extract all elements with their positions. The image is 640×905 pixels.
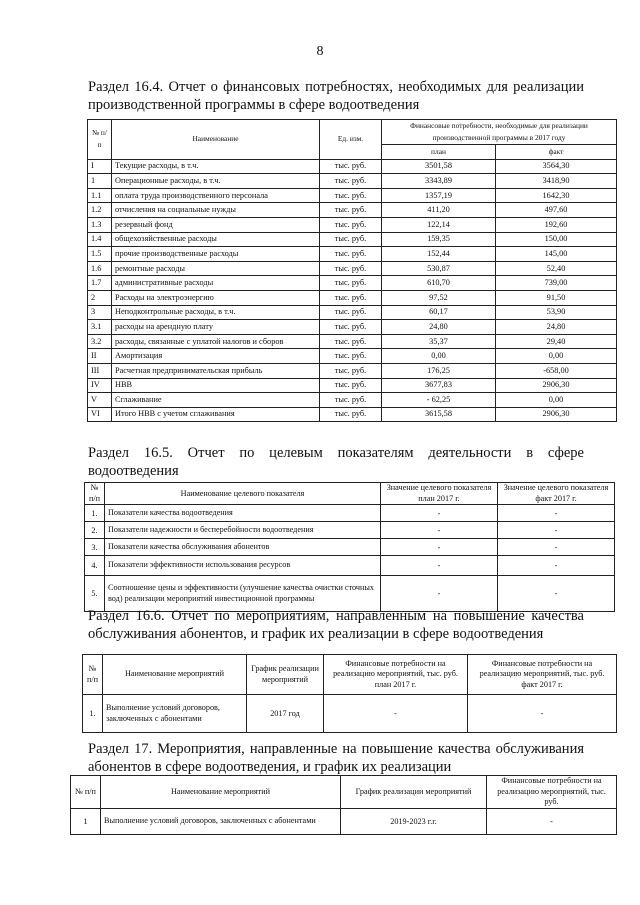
cell-name: оплата труда производственного персонала [112,188,320,203]
cell-plan: 411,20 [382,203,496,218]
cell-fact: 497,60 [496,203,617,218]
cell-name: Итого НВВ с учетом сглаживания [112,407,320,422]
cell-num: 1.3 [88,217,112,232]
table-row [83,695,617,733]
table-row [88,203,617,218]
cell-unit: тыс. руб. [320,188,382,203]
section-16-5-title: Раздел 16.5. Отчет по целевым показателям деятельности в сфере водоотведения [88,445,584,479]
cell-fact: 24,80 [496,320,617,335]
cell-unit: тыс. руб. [320,334,382,349]
col-num: № п/п [83,655,103,695]
table-row [88,261,617,276]
table-row [85,539,615,556]
cell-unit: тыс. руб. [320,349,382,364]
table-row [88,290,617,305]
cell-plan: 0,00 [382,349,496,364]
cell-unit: тыс. руб. [320,203,382,218]
cell-name: Расчетная предпринимательская прибыль [112,363,320,378]
table-row [88,393,617,408]
cell-name: Операционные расходы, в т.ч. [112,174,320,189]
cell-plan: 3615,58 [382,407,496,422]
cell-name: административные расходы [112,276,320,291]
cell-num: 1 [71,808,101,834]
cell-num: 2 [88,290,112,305]
cell-fact: 91,50 [496,290,617,305]
col-schedule: График реализации мероприятий [341,776,487,809]
cell-unit: тыс. руб. [320,276,382,291]
cell-num: IV [88,378,112,393]
cell-num: 4. [85,556,105,576]
col-fact: факт [496,145,617,160]
cell-name: Выполнение условий договоров, заключенных с абонентами [103,695,247,733]
cell-plan: 610,70 [382,276,496,291]
cell-num: III [88,363,112,378]
cell-num: 1.7 [88,276,112,291]
cell-fact: - [498,556,615,576]
cell-unit: тыс. руб. [320,217,382,232]
cell-name: расходы на арендную плату [112,320,320,335]
cell-fact: - [468,695,617,733]
cell-unit: тыс. руб. [320,247,382,262]
table-row [88,276,617,291]
col-num: № п/п [88,120,112,160]
cell-num: 1.5 [88,247,112,262]
cell-num: 3.2 [88,334,112,349]
cell-num: I [88,159,112,174]
cell-unit: тыс. руб. [320,378,382,393]
cell-plan: 97,52 [382,290,496,305]
col-plan: Значение целевого показателя план 2017 г. [381,483,498,505]
cell-name: Расходы на электроэнергию [112,290,320,305]
col-name: Наименование целевого показателя [105,483,381,505]
section-16-6-title: Раздел 16.6. Отчет по мероприятиям, направленным на повышение качества обслуживания абонентов, и график их реализации в сфере водоотведения [88,608,584,642]
table-row [88,174,617,189]
table-row [88,349,617,364]
cell-plan: - 62,25 [382,393,496,408]
cell-fact: 29,40 [496,334,617,349]
cell-name: резервный фонд [112,217,320,232]
table-row [88,363,617,378]
cell-fact: 739,00 [496,276,617,291]
col-name: Наименование мероприятий [101,776,341,809]
cell-unit: тыс. руб. [320,393,382,408]
cell-name: расходы, связанные с уплатой налогов и сборов [112,334,320,349]
cell-plan: 1357,19 [382,188,496,203]
cell-fact: 53,90 [496,305,617,320]
cell-plan: - [381,556,498,576]
table-row [71,808,617,834]
cell-num: 1. [83,695,103,733]
cell-plan: - [381,505,498,522]
table-row [88,188,617,203]
cell-plan: 122,14 [382,217,496,232]
cell-fact: 2906,30 [496,407,617,422]
cell-name: НВВ [112,378,320,393]
col-fact: Значение целевого показателя факт 2017 г. [498,483,615,505]
cell-unit: тыс. руб. [320,232,382,247]
cell-plan: 24,80 [382,320,496,335]
cell-unit: тыс. руб. [320,159,382,174]
cell-num: 3. [85,539,105,556]
table-row [88,217,617,232]
cell-fact: - [498,539,615,556]
cell-fact: 3418,90 [496,174,617,189]
cell-unit: тыс. руб. [320,174,382,189]
cell-fact: 2906,30 [496,378,617,393]
cell-name: ремонтные расходы [112,261,320,276]
col-plan: план [382,145,496,160]
table-row [88,378,617,393]
table-row [85,556,615,576]
cell-num: 1 [88,174,112,189]
cell-fact: 145,00 [496,247,617,262]
cell-name: общехозяйственные расходы [112,232,320,247]
table-row [88,320,617,335]
cell-fact: 3564,30 [496,159,617,174]
cell-num: II [88,349,112,364]
table-row [85,522,615,539]
cell-num: 1.2 [88,203,112,218]
cell-num: 3.1 [88,320,112,335]
table-row [85,505,615,522]
cell-fact: 150,00 [496,232,617,247]
table-row [88,305,617,320]
cell-unit: тыс. руб. [320,407,382,422]
cell-fact: - [498,505,615,522]
cell-unit: тыс. руб. [320,320,382,335]
cell-name: Сглаживание [112,393,320,408]
cell-unit: тыс. руб. [320,305,382,320]
financial-needs-table [87,119,617,422]
cell-plan: 3501,58 [382,159,496,174]
col-unit: Ед. изм. [320,120,382,160]
measures-schedule-table [70,775,617,835]
col-fin: Финансовые потребности, необходимые для реализации производственной программы в 2017 году [382,120,617,145]
col-plan: Финансовые потребности на реализацию мероприятий, тыс. руб. план 2017 г. [324,655,468,695]
cell-fact: 1642,30 [496,188,617,203]
cell-name: прочие производственные расходы [112,247,320,262]
col-fact: Финансовые потребности на реализацию мероприятий, тыс. руб. факт 2017 г. [468,655,617,695]
col-schedule: График реализации мероприятий [247,655,324,695]
cell-name: Соотношение цены и эффективности (улучшение качества очистки сточных вод) реализации мероприятий инвестиционной программы [105,576,381,612]
table-row [88,407,617,422]
cell-fin: - [487,808,617,834]
col-num: № п/п [85,483,105,505]
cell-schedule: 2019-2023 г.г. [341,808,487,834]
cell-fact: - [498,576,615,612]
table-row [88,232,617,247]
cell-name: Неподконтрольные расходы, в т.ч. [112,305,320,320]
cell-plan: - [324,695,468,733]
cell-num: 5. [85,576,105,612]
cell-num: 1.4 [88,232,112,247]
cell-unit: тыс. руб. [320,290,382,305]
cell-name: Выполнение условий договоров, заключенных с абонентами [101,808,341,834]
cell-num: 1.6 [88,261,112,276]
cell-plan: 152,44 [382,247,496,262]
cell-plan: - [381,576,498,612]
table-row [88,334,617,349]
cell-plan: - [381,522,498,539]
section-17-title: Раздел 17. Мероприятия, направленные на повышение качества обслуживания абонентов в сфере водоотведения, и график их реализации [88,741,584,775]
cell-plan: 3677,83 [382,378,496,393]
col-num: № п/п [71,776,101,809]
cell-name: Амортизация [112,349,320,364]
cell-num: 1. [85,505,105,522]
cell-plan: 60,17 [382,305,496,320]
cell-plan: 159,35 [382,232,496,247]
cell-unit: тыс. руб. [320,363,382,378]
cell-name: отчисления на социальные нужды [112,203,320,218]
cell-num: 2. [85,522,105,539]
cell-name: Показатели эффективности использования ресурсов [105,556,381,576]
cell-schedule: 2017 год [247,695,324,733]
table-row [88,159,617,174]
cell-num: V [88,393,112,408]
measures-report-table [82,654,617,733]
cell-fact: 52,40 [496,261,617,276]
cell-fact: 0,00 [496,349,617,364]
col-fin: Финансовые потребности на реализацию мероприятий, тыс. руб. [487,776,617,809]
cell-fact: -658,00 [496,363,617,378]
target-indicators-table [84,482,615,612]
cell-plan: 530,87 [382,261,496,276]
cell-name: Показатели надежности и бесперебойности водоотведения [105,522,381,539]
cell-plan: 3343,89 [382,174,496,189]
cell-plan: - [381,539,498,556]
cell-fact: 192,60 [496,217,617,232]
cell-unit: тыс. руб. [320,261,382,276]
cell-name: Текущие расходы, в т.ч. [112,159,320,174]
page-number: 8 [316,44,324,59]
cell-num: VI [88,407,112,422]
col-name: Наименование [112,120,320,160]
cell-num: 1.1 [88,188,112,203]
cell-plan: 176,25 [382,363,496,378]
cell-plan: 35,37 [382,334,496,349]
cell-name: Показатели качества водоотведения [105,505,381,522]
cell-name: Показатели качества обслуживания абонентов [105,539,381,556]
section-16-4-title: Раздел 16.4. Отчет о финансовых потребностях, необходимых для реализации производственной программы в сфере водоотведения [88,79,584,113]
cell-fact: 0,00 [496,393,617,408]
cell-num: 3 [88,305,112,320]
table-row [88,247,617,262]
cell-fact: - [498,522,615,539]
col-name: Наименование мероприятий [103,655,247,695]
